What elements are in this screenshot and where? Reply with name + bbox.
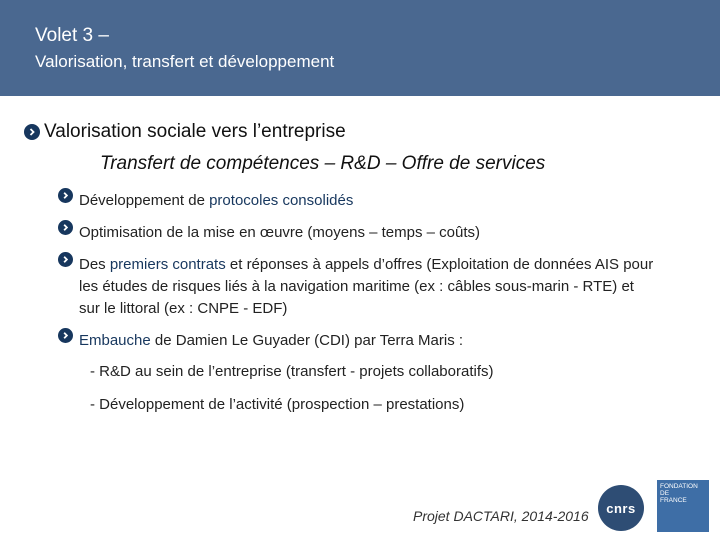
bullet-item bbox=[58, 254, 658, 320]
circle-chevron-right-icon bbox=[24, 124, 40, 140]
bullet-item bbox=[58, 190, 658, 212]
section-title: Valorisation sociale vers l’entreprise bbox=[44, 121, 346, 142]
header-title: Volet 3 – bbox=[35, 25, 109, 46]
cnrs-logo-text: cnrs bbox=[606, 500, 636, 516]
bullet-text: Développement de protocoles consolidés bbox=[79, 192, 354, 209]
chevron-right-icon bbox=[58, 252, 73, 267]
chevron-right-icon bbox=[58, 328, 73, 343]
bullet-text: Optimisation de la mise en œuvre (moyens – temps – coûts) bbox=[79, 224, 480, 241]
fondation-de-france-logo bbox=[657, 480, 709, 532]
bullet-item bbox=[58, 330, 658, 352]
section-subtitle: Transfert de compétences – R&D – Offre de services bbox=[100, 153, 546, 174]
fondation-logo-line: DE bbox=[660, 490, 670, 497]
header-subtitle: Valorisation, transfert et développement bbox=[35, 52, 335, 71]
cnrs-logo bbox=[598, 485, 644, 531]
bullet-text: Embauche de Damien Le Guyader (CDI) par Terra Maris : bbox=[79, 332, 464, 349]
chevron-right-icon bbox=[58, 188, 73, 203]
slide-header bbox=[0, 0, 720, 96]
fondation-logo-line: FONDATION bbox=[660, 483, 698, 490]
bullet-text: Des premiers contrats et réponses à appels d’offres (Exploitation de données AIS pour les études de risques liés à la navigation maritime (ex : câbles sous-marin - RTE) et sur le littoral (ex : CNPE - EDF) bbox=[79, 256, 654, 317]
sub-item: - R&D au sein de l’entreprise (transfert - projets collaboratifs) bbox=[90, 363, 494, 380]
footer-project: Projet DACTARI, 2014-2016 bbox=[413, 508, 589, 524]
highlight-text: Embauche bbox=[79, 332, 151, 349]
sub-item: - Développement de l’activité (prospection – prestations) bbox=[90, 396, 465, 413]
section-heading bbox=[24, 121, 346, 143]
chevron-right-icon bbox=[58, 220, 73, 235]
highlight-text: premiers contrats bbox=[109, 256, 226, 273]
highlight-text: protocoles consolidés bbox=[209, 192, 354, 209]
bullet-item bbox=[58, 222, 658, 244]
fondation-logo-line: FRANCE bbox=[660, 497, 687, 504]
